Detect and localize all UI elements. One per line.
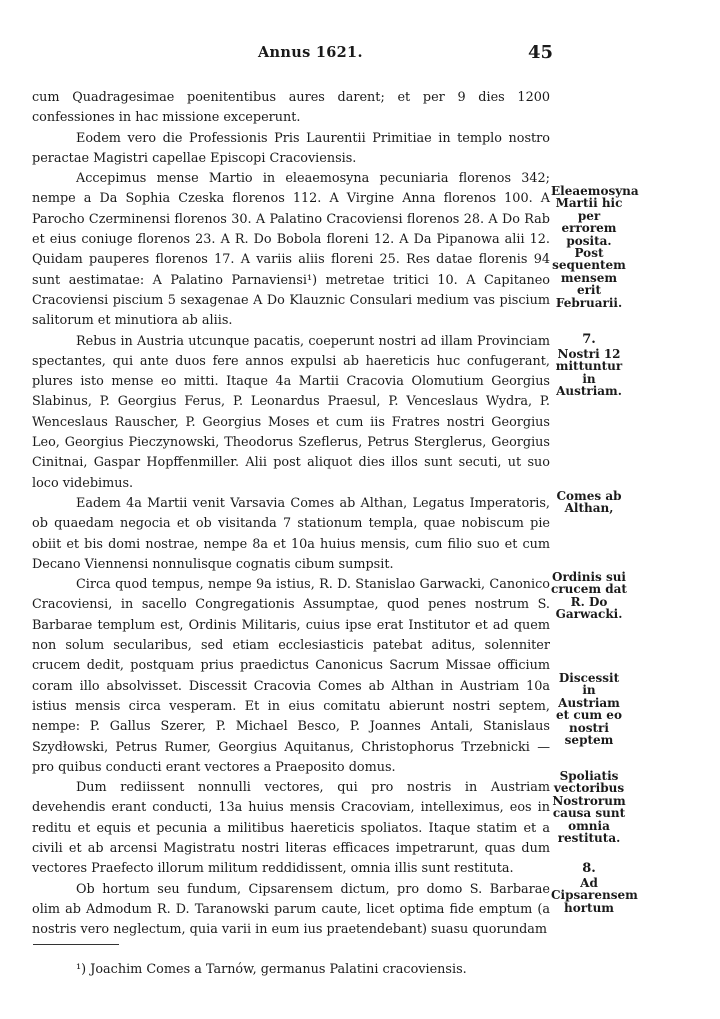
paragraph: cum Quadragesimae poenitentibus aures darent; et per 9 dies 1200 confessiones in hac missione exceperunt. [32, 90, 550, 126]
margin-note [551, 861, 638, 915]
margin-note-text: Nostri 12 mittuntur in Austriam. [555, 347, 623, 399]
paragraph: Accepimus mense Martio in eleaemosyna pecuniaria florenos 342; nempe a Da Sophia Czeska florenos 112. A Virgine Anna florenos 100. A Parocho Czerminensi florenos 30. A Palatino Cracoviensi florenos 28. A Do Rab et eius coniuge florenos 23. A R. Do Bobola floreni 12. A Da Pipanowa alii 12. Quidam pauperes florenos 17. A variis aliis floreni 25. Res datae florenis 94 sunt aestimatae: A Palatino Parnaviensi¹) metretae tritici 10. A Capitaneo Cracoviensi piscium 5 sexagenae A Do Klauznic Consulari medium vas piscium salitorum et minutiora ab aliis. [32, 171, 550, 329]
margin-note [551, 770, 627, 844]
footnote-text: Joachim Comes a Tarnów, germanus Palatini cracoviensis. [90, 962, 467, 977]
paragraph: Ob hortum seu fundum, Cipsarensem dictum, pro domo S. Barbarae olim ab Admodum R. D. Taranowski parum caute, licet optima fide emptum (a nostris vero neglectum, quia varii in eum ius praetendebant) suasu quorundam [32, 881, 550, 938]
paragraph: Rebus in Austria utcunque pacatis, coeperunt nostri ad illam Provinciam spectantes, qui ante duos fere annos expulsi ab haereticis huc confugerant, plures isto mense eo mitti. Itaque 4a Martii Cracovia Olomutium Georgius Slabinus, P. Georgius Ferus, P. Leonardus Praesul, P. Venceslaus Wydra, P. Wenceslaus Rauscher, P. Georgius Moses et cum iis Fratres nostri Georgius Leo, Georgius Pieczynowski, Theodorus Szeflerus, Petrus Sterglerus, Georgius Cinitnai, Gaspar Hopffenmiller. Alii post aliquot dies illos sunt secuti, ut suo loco videbimus. [32, 333, 550, 491]
margin-note-number: 7. [582, 332, 596, 347]
footnote [76, 961, 467, 979]
margin-note-text: Discessit in Austriam et cum eo nostri septem [556, 671, 622, 748]
paragraph: Eodem vero die Professionis Pris Laurentii Primitiae in templo nostro peractae Magistri capellae Episcopi Cracoviensis. [32, 130, 550, 166]
margin-note-text: Ad Cipsarensem hortum [551, 876, 638, 915]
running-header [0, 44, 720, 68]
margin-note-text: Spoliatis vectoribus Nostrorum causa sunt omnia restituta. [552, 769, 626, 846]
margin-note [551, 184, 639, 310]
margin-note [551, 672, 627, 746]
margin-note-text: Comes ab Althan, [556, 489, 622, 516]
header-title: Annus 1621. [258, 44, 363, 61]
margin-note-number: 8. [582, 861, 596, 876]
margin-note [551, 571, 627, 621]
footnote-rule [33, 944, 119, 945]
paragraph: Eadem 4a Martii venit Varsavia Comes ab Althan, Legatus Imperatoris, ob quaedam negocia et ob visitanda 7 stationum templa, quae nobiscum pie obiit et bis domi nostrae, nempe 8a et 10a huius mensis, cum filio suo et cum Decano Viennensi nonnulisque cognatis cibum sumpsit. [32, 495, 550, 572]
margin-note [551, 490, 627, 515]
paragraph: Circa quod tempus, nempe 9a istius, R. D. Stanislao Garwacki, Canonico Cracoviensi, in sacello Congregationis Assumptae, quod penes nostrum S. Barbarae templum est, Ordinis Militaris, cuius ipse erat Institutor et ad quem non solum secularibus, sed etiam ecclesiasticis patebat aditus, solenniter crucem dedit, postquam prius praedictus Canonicus Sacrum Missae officium coram illo absolvisset. Discessit Cracovia Comes ab Althan in Austriam 10a istius mensis circa vesperam. Et in eius comitatu abierunt nostri septem, nempe: P. Gallus Szerer, P. Michael Besco, P. Joannes Antali, Stanislaus Szydłowski, Petrus Rumer, Georgius Aquitanus, Christophorus Trzebnicki — pro quibus conducti erant vectores a Praeposito domus. [32, 577, 550, 775]
margin-note-text: Ordinis sui crucem dat R. Do Garwacki. [551, 570, 627, 622]
margin-note-text: Eleaemosyna Martii hic per errorem posita. Post sequentem mensem erit Februarii. [551, 184, 639, 310]
paragraph: Dum rediissent nonnulli vectores, qui pro nostris in Austriam devehendis erant conducti, 13a huius mensis Cracoviam, intelleximus, eos in reditu et equis et pecunia a militibus haereticis spoliatos. Itaque statim et a civili et ab arcensi Magistratu nostri literas efficaces impetrarunt, quas dum vectores Praefecto illorum militum reddidissent, omnia illis sunt restituta. [32, 780, 550, 877]
page-number: 45 [528, 42, 554, 63]
main-text [32, 88, 550, 940]
footnote-marker: ¹) [76, 962, 87, 977]
margin-note [551, 333, 627, 398]
